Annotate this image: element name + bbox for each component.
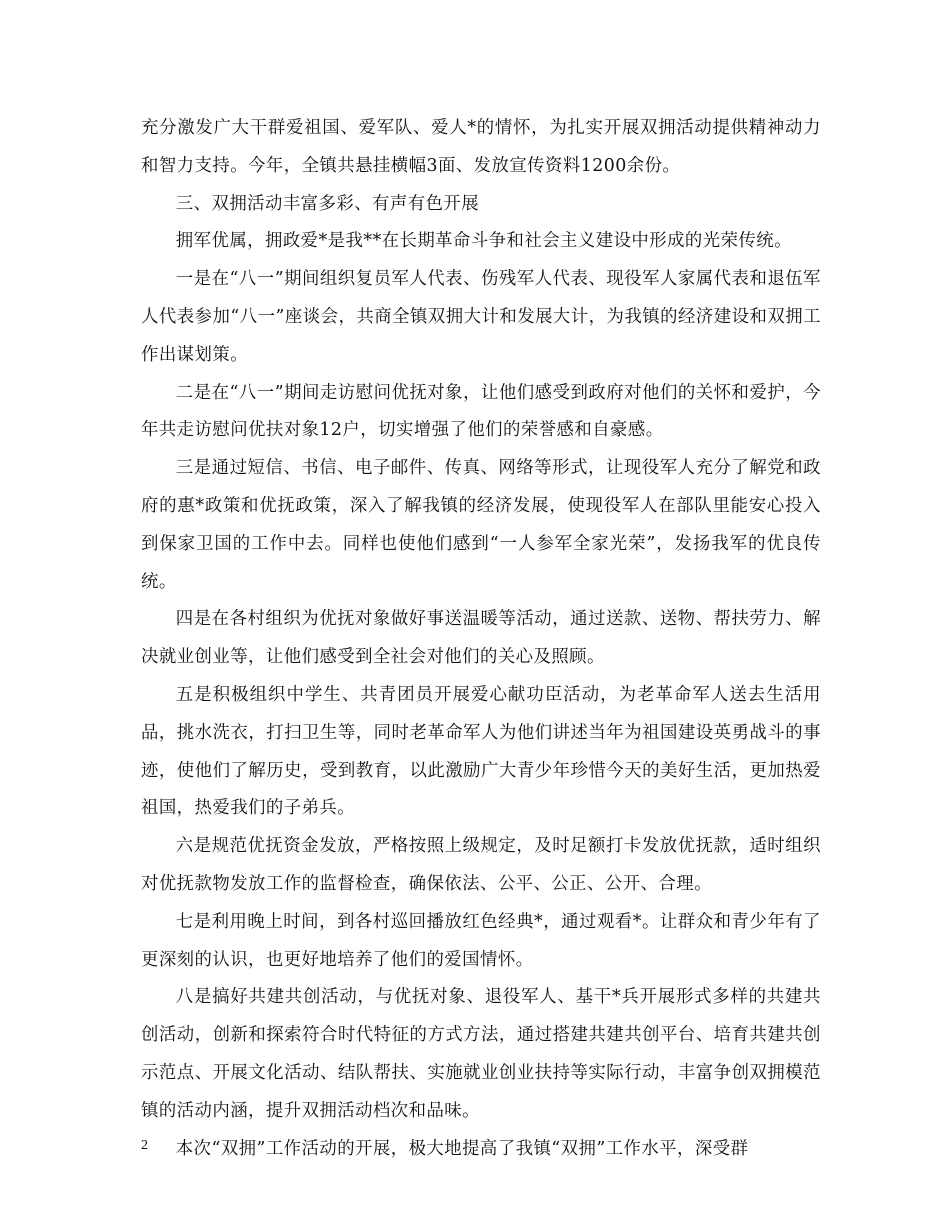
- paragraph: 六是规范优抚资金发放，严格按照上级规定，及时足额打卡发放优抚款，适时组织对优抚款物发放工作的监督检查，确保依法、公平、公正、公开、合理。: [141, 836, 821, 894]
- paragraph: 三是通过短信、书信、电子邮件、传真、网络等形式，让现役军人充分了解党和政府的惠*政策和优抚政策，深入了解我镇的经济发展，使现役军人在部队里能安心投入到保家卫国的工作中去。同样也使他们感到“一人参军全家光荣”，发扬我军的优良传统。: [141, 458, 821, 592]
- section-heading: 三、双拥活动丰富多彩、有声有色开展: [175, 193, 480, 214]
- paragraph: 本次“双拥”工作活动的开展，极大地提高了我镇“双拥”工作水平，深受群: [175, 1138, 749, 1159]
- paragraph: 一是在“八一”期间组织复员军人代表、伤残军人代表、现役军人家属代表和退伍军人代表参加“八一”座谈会，共商全镇双拥大计和发展大计，为我镇的经济建设和双拥工作出谋划策。: [141, 269, 821, 365]
- paragraph: 四是在各村组织为优抚对象做好事送温暖等活动，通过送款、送物、帮扶劳力、解决就业创业等，让他们感受到全社会对他们的关心及照顾。: [141, 609, 821, 668]
- paragraph: 五是积极组织中学生、共青团员开展爱心献功臣活动，为老革命军人送去生活用品，挑水洗衣，打扫卫生等，同时老革命军人为他们讲述当年为祖国建设英勇战斗的事迹，使他们了解历史，受到教育，以此激励广大青少年珍惜今天的美好生活，更加热爱祖国，热爱我们的子弟兵。: [141, 684, 821, 819]
- paragraph: 拥军优属，拥政爱*是我**在长期革命斗争和社会主义建设中形成的光荣传统。: [175, 231, 792, 252]
- page-number: 2: [141, 1138, 148, 1153]
- paragraph-continuation: 充分激发广大干群爱祖国、爱军队、爱人*的情怀，为扎实开展双拥活动提供精神动力和智力支持。今年，全镇共悬挂横幅3面、发放宣传资料1200余份。: [141, 118, 821, 176]
- paragraph: 二是在“八一”期间走访慰问优抚对象，让他们感受到政府对他们的关怀和爱护，今年共走访慰问优扶对象12户，切实增强了他们的荣誉感和自豪感。: [141, 382, 821, 441]
- document-body: [141, 110, 821, 1168]
- paragraph: 七是利用晚上时间，到各村巡回播放红色经典*，通过观看*。让群众和青少年有了更深刻的认识，也更好地培养了他们的爱国情怀。: [141, 911, 821, 970]
- paragraph: 八是搞好共建共创活动，与优抚对象、退役军人、基干*兵开展形式多样的共建共创活动，创新和探索符合时代特征的方式方法，通过搭建共建共创平台、培育共建共创示范点、开展文化活动、结队帮扶、实施就业创业扶持等实际行动，丰富争创双拥模范镇的活动内涵，提升双拥活动档次和品味。: [141, 987, 821, 1121]
